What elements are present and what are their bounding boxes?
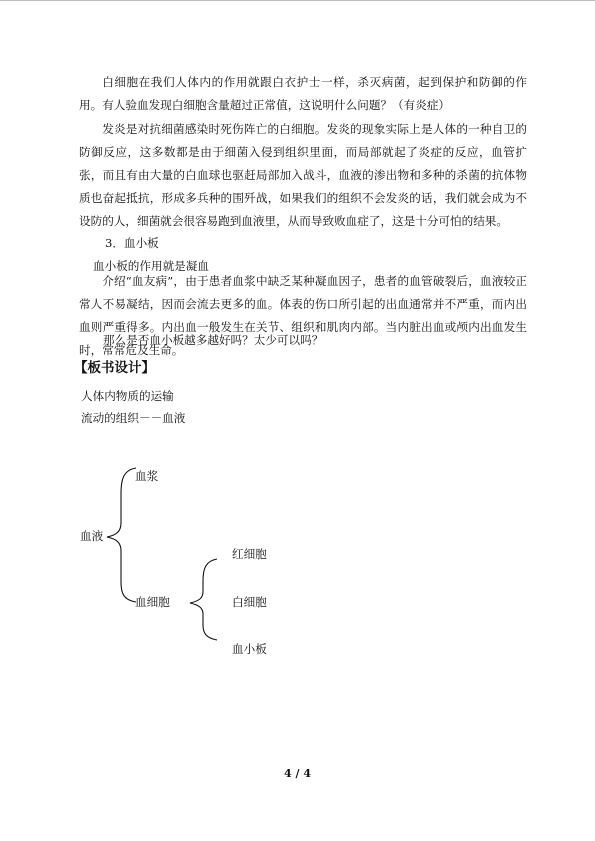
paragraph-white-cells: 白细胞在我们人体内的作用就跟白衣护士一样，杀灭病菌，起到保护和防御的作用。有人验血发现白细胞含量超过正常值，这说明什么问题？（有炎症） <box>79 75 527 112</box>
page-number: 4 / 4 <box>284 767 311 780</box>
tree-plasma: 血浆 <box>135 469 159 483</box>
tree-platelet: 血小板 <box>232 642 267 656</box>
tree-white-cells: 白细胞 <box>232 595 267 609</box>
tree-red-cells: 红细胞 <box>232 547 267 561</box>
board-design-heading: 【板书设计】 <box>74 360 155 376</box>
paragraph-inflammation: 发炎是对抗细菌感染时死伤阵亡的白细胞。发炎的现象实际上是人体的一种自卫的防御反应，这多数都是由于细菌入侵到组织里面，而局部就起了炎症的反应，血管扩张，而且有由大量的白血球也驱赶局部加入战斗，血液的渗出物和多种的杀菌的抗体物质也奋起抵抗，形成多兵种的围歼战，如果我们的组织不会发炎的话，我们就会成为不设防的人，细菌就会很容易跑到血液里，从而导致败血症了，这是十分可怕的结果。 <box>79 122 527 228</box>
board-title-blood: 流动的组织－－血液 <box>81 411 186 425</box>
tree-blood-cells: 血细胞 <box>135 595 170 609</box>
blood-brace <box>107 468 136 602</box>
paragraph-hemophilia: 介绍“血友病”，由于患者血浆中缺乏某种凝血因子，患者的血管破裂后，血液较正常人不易凝结，因而会流去更多的血。体表的伤口所引起的出血通常并不严重，而内出血则严重得多。内出血一般发生在关节、组织和肌肉内部。当内脏出血或颅内出血发生时，常常危及生命。 <box>79 274 527 357</box>
cells-brace <box>190 559 217 640</box>
platelet-function-text: 血小板的作用就是凝血 <box>93 259 209 273</box>
question-text: 那么是否血小板越多越好吗？太少可以吗？ <box>103 333 324 347</box>
section-heading-platelet: 3．血小板 <box>105 236 159 250</box>
board-title-transport: 人体内物质的运输 <box>81 389 174 403</box>
tree-root-blood: 血液 <box>80 529 104 543</box>
